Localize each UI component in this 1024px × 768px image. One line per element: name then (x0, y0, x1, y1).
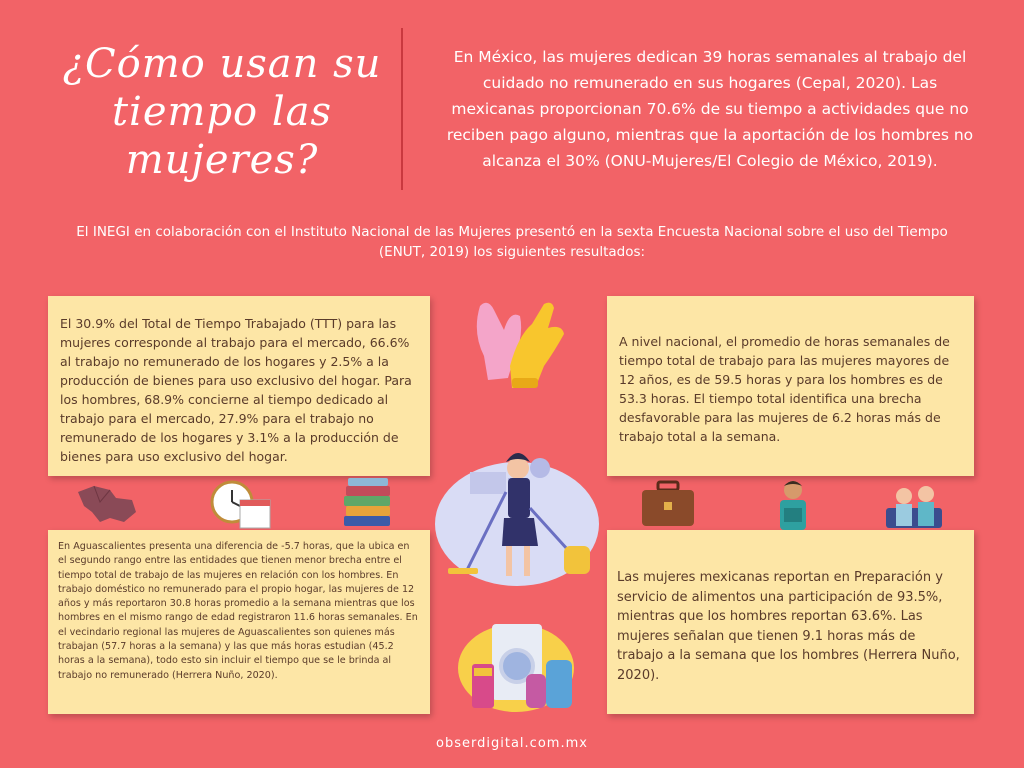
card-nacional-text: A nivel nacional, el promedio de horas semanales de tiempo total de trabajo para las mujeres mayores de 12 años, es de 59.5 horas y para los hombres es de 53.3 horas. El tiempo total identifica una brecha desfavorable para las mujeres de 6.2 horas más de trabajo total a la semana. (619, 334, 950, 444)
gloves-icon (470, 296, 570, 392)
card-alimentos (607, 530, 974, 714)
page-title (62, 40, 382, 184)
stack-of-clothes-icon (340, 476, 394, 528)
worker-man-icon (768, 478, 818, 532)
card-aguascalientes-text: En Aguascalientes presenta una diferencia de -5.7 horas, que la ubica en el segundo rango entre las entidades que tienen menor brecha entre el tiempo total de trabajo de las mujeres en relación con los hombres. En trabajo doméstico no remunerado para el propio hogar, las mujeres de 12 años y más reportaron 30.8 horas promedio a la semana mientras que los hombres en el mismo rango de edad registraron 11.6 horas semanales. En el vecindario regional las mujeres de Aguascalientes son quienes más trabajan (57.7 horas a la semana) y las que más horas estudian (45.2 horas a la semana), todo esto sin incluir el tiempo que se le brinda al trabajo no remunerado (Herrera Nuño, 2020). (58, 541, 418, 681)
woman-vacuuming-illustration (432, 438, 602, 588)
title-line-1: ¿Cómo usan su (62, 41, 382, 87)
card-ttt (48, 296, 430, 476)
intro-paragraph: En México, las mujeres dedican 39 horas semanales al trabajo del cuidado no remunerado en sus hogares (Cepal, 2020). Las mexicanas proporcionan 70.6% de su tiempo a actividades que no reciben pago alguno, mientras que la aportación de los hombres no alcanza el 30% (ONU-Mujeres/El Colegio de México, 2019). (446, 48, 974, 170)
card-aguascalientes (48, 530, 430, 714)
mexico-map-icon (76, 482, 138, 526)
card-nacional (607, 296, 974, 476)
briefcase-icon (640, 480, 696, 528)
title-divider (401, 28, 403, 190)
clock-calendar-icon (210, 480, 274, 530)
card-ttt-text: El 30.9% del Total de Tiempo Trabajado (TTT) para las mujeres corresponde al trabajo para el mercado, 66.6% al trabajo no remunerado de los hogares y 2.5% a la producción de bienes para uso exclusivo del hogar. Para los hombres, 68.9% concierne al tiempo dedicado al trabajo para el mercado, 27.9% para el trabajo no remunerado de los hogares y 3.1% a la producción de bienes para uso exclusivo del hogar. (60, 316, 412, 464)
title-line-3: mujeres? (125, 137, 319, 183)
title-line-2: tiempo las (111, 89, 333, 135)
card-alimentos-text: Las mujeres mexicanas reportan en Preparación y servicio de alimentos una participación de 93.5%, mientras que los hombres reportan 63.6%. Las mujeres señalan que tienen 9.1 horas más de trabajo a la semana que los hombres (Herrera Nuño, 2020). (617, 570, 960, 683)
footer-website[interactable]: obserdigital.com.mx (436, 736, 588, 751)
inegi-paragraph: El INEGI en colaboración con el Instituto Nacional de las Mujeres presentó en la sexta Encuesta Nacional sobre el uso del Tiempo (ENUT, 2019) los siguientes resultados: (76, 224, 948, 260)
laundry-illustration (452, 604, 582, 716)
medical-workers-icon (884, 478, 944, 530)
